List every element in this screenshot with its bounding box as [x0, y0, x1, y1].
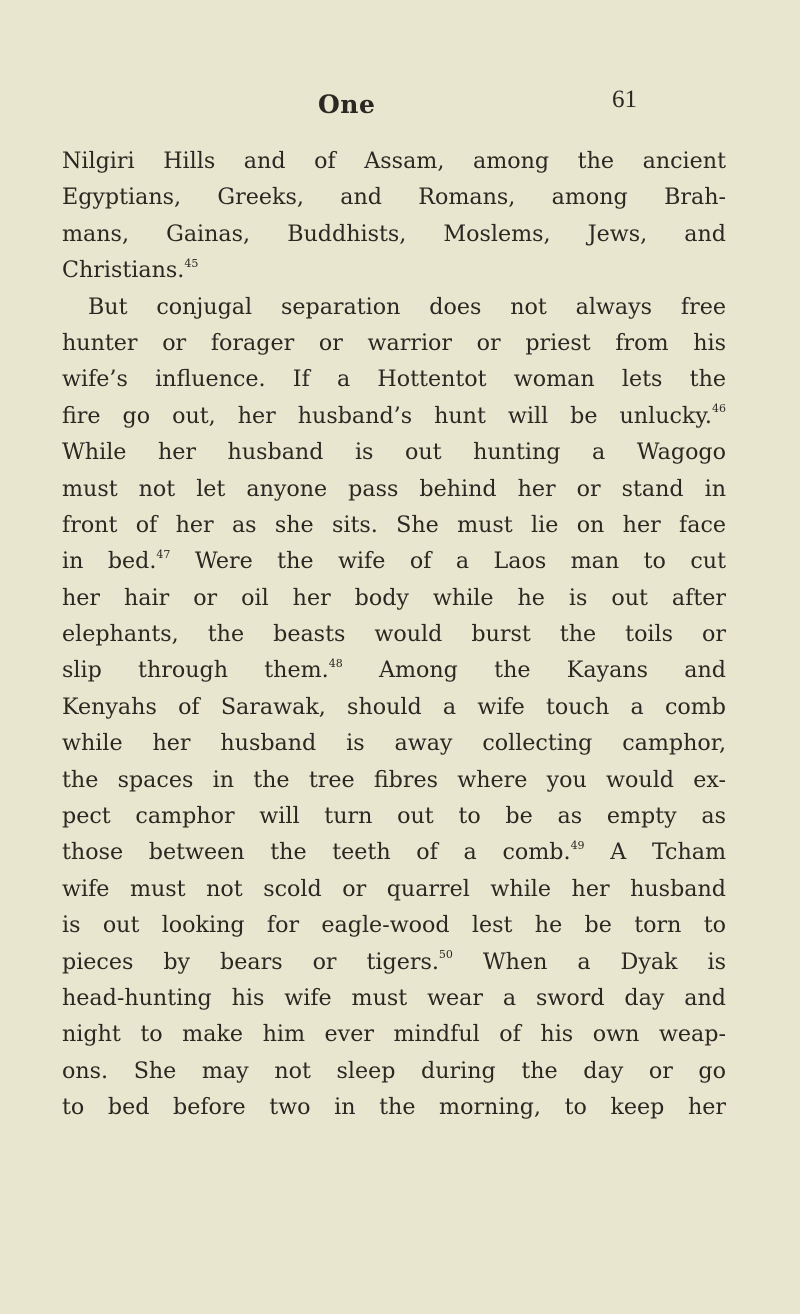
text-line: Nilgiri Hills and of Assam, among the ancient [62, 148, 726, 174]
text-line: to bed before two in the morning, to keep her [62, 1094, 726, 1121]
text-line: hunter or forager or warrior or priest from his [62, 329, 726, 356]
text-line: head-hunting his wife must wear a sword day and [62, 984, 726, 1011]
text-line: ons. She may not sleep during the day or go [62, 1057, 726, 1084]
text-line: Kenyahs of Sarawak, should a wife touch a comb [62, 693, 726, 720]
footnote-ref: 46 [712, 402, 726, 416]
text-line: those between the teeth of a comb.$^{49}$ A Tcham [62, 839, 727, 866]
text-line: mans, Gainas, Buddhists, Moslems, Jews, and [62, 220, 726, 247]
text-line: pect camphor will turn out to be as empty as [62, 803, 726, 830]
text-line: While her husband is out hunting a Wagogo [62, 439, 726, 466]
text-line: pieces by bears or tigers.$^{50}$ When a Dyak is [62, 948, 727, 975]
footnote-ref: 49 [570, 839, 585, 853]
running-head [0, 84, 800, 128]
text-line: wife must not scold or quarrel while her husband [62, 875, 726, 902]
footnote-ref: 45 [184, 256, 199, 270]
footnote-ref: 50 [438, 948, 453, 962]
text-line: while her husband is away collecting camphor, [62, 730, 726, 757]
text-line: night to make him ever mindful of his own weap- [62, 1021, 726, 1048]
text-line: in bed.$^{47}$ Were the wife of a Laos man to cut [62, 547, 726, 575]
footnote-ref: 47 [156, 547, 171, 561]
text-line: her hair or oil her body while he is out after [62, 584, 726, 611]
text-line: is out looking for eagle-wood lest he be torn to [62, 912, 726, 939]
text-line: But conjugal separation does not always free [88, 293, 726, 320]
text-line: wife’s influence. If a Hottentot woman lets the [62, 366, 726, 393]
text-line: must not let anyone pass behind her or stand in [62, 475, 726, 502]
text-line: Christians.$^{45}$ [62, 256, 199, 284]
footnote-ref: 48 [328, 657, 343, 671]
chapter-title: One [318, 90, 376, 119]
page-number: 61 [612, 86, 637, 113]
body-text [62, 143, 726, 1126]
text-line: the spaces in the tree fibres where you would ex- [62, 766, 726, 793]
text-line: front of her as she sits. She must lie on her face [62, 511, 726, 538]
text-line: fire go out, her husband’s hunt will be unlucky.$^{46}$ [62, 402, 726, 429]
text-line: Egyptians, Greeks, and Romans, among Brah- [62, 184, 726, 211]
text-line: elephants, the beasts would burst the toils or [62, 621, 726, 648]
text-line: slip through them.$^{48}$ Among the Kayans and [62, 657, 726, 684]
